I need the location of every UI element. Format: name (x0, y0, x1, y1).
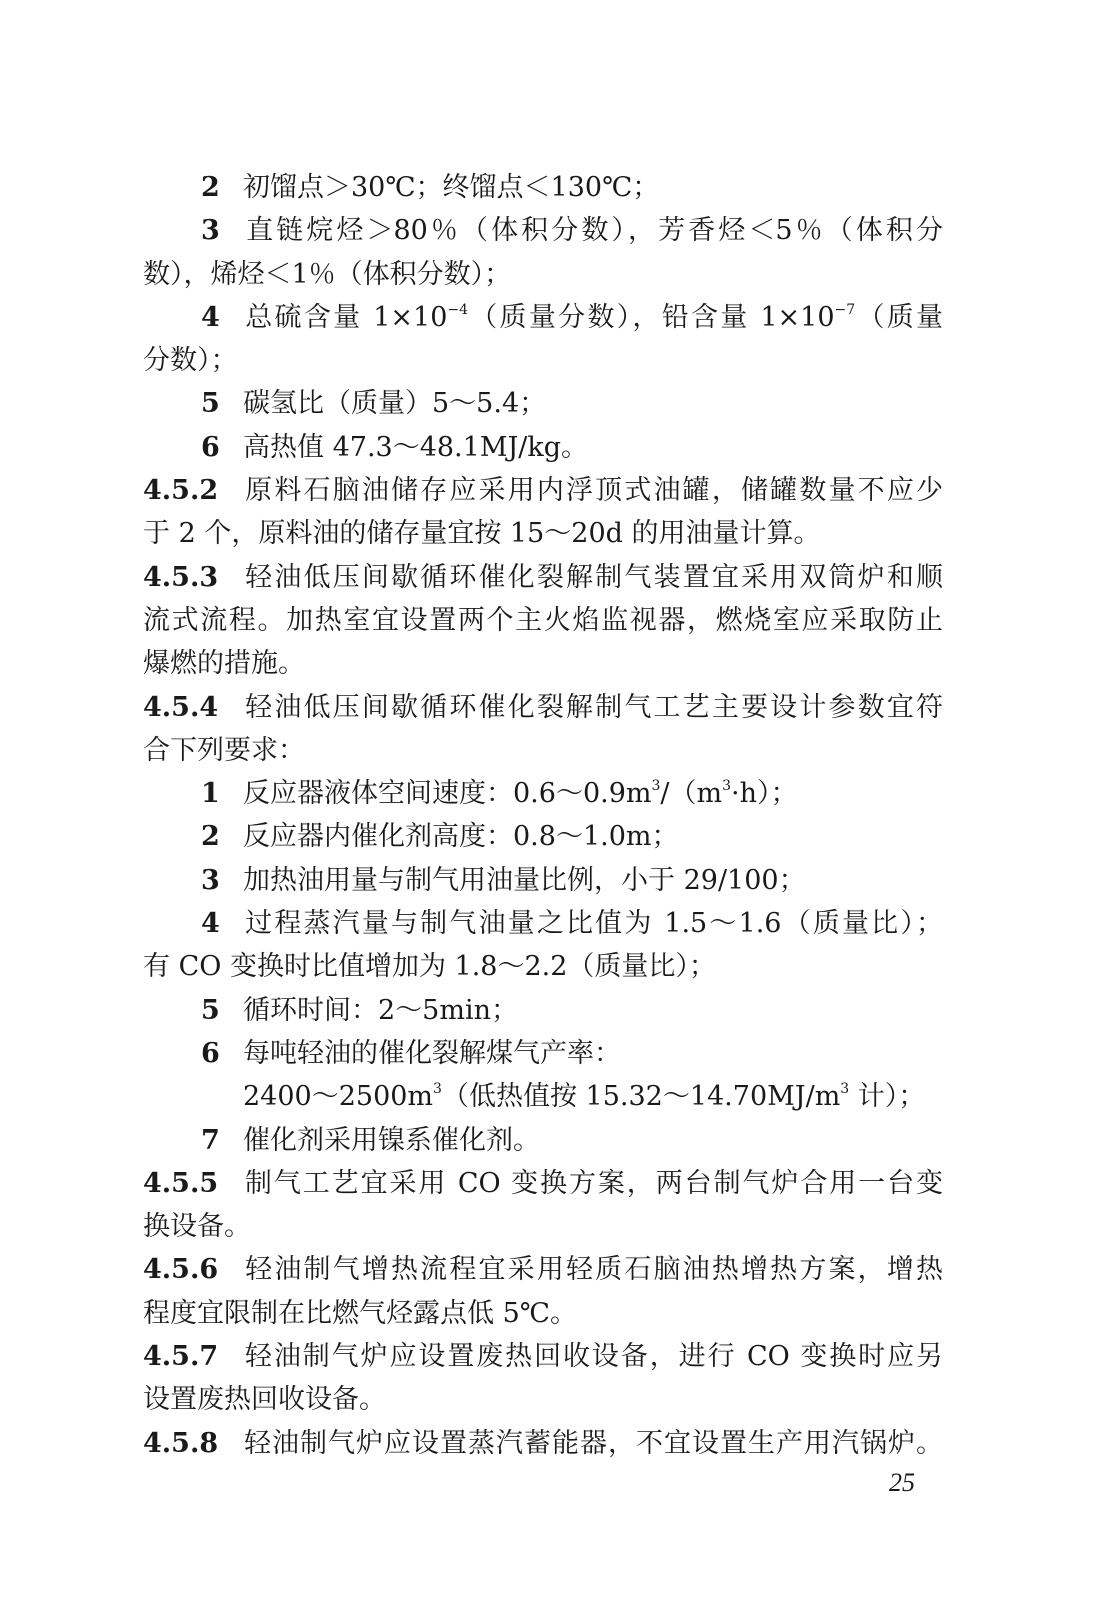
item-text: 总硫含量 1×10 (243, 301, 448, 333)
item-text: （质量分数），铅含量 1×10 (468, 301, 835, 333)
list-item (143, 1032, 943, 1075)
list-item-continuation (143, 1075, 943, 1118)
exponent: 3 (840, 1081, 850, 1098)
clause (143, 1422, 943, 1465)
item-number: 4 (201, 908, 220, 940)
list-item (143, 166, 943, 209)
clause-continuation (143, 729, 943, 772)
clause-text: 流式流程。加热室宜设置两个主火焰监视器，燃烧室应采取防止 (143, 604, 943, 636)
item-text: 直链烷烃＞80％（体积分数），芳香烃＜5％（体积分 (243, 215, 943, 247)
list-item (143, 209, 943, 252)
clause (143, 1335, 943, 1378)
clause-text: 轻油制气增热流程宜采用轻质石脑油热增热方案，增热 (243, 1254, 943, 1286)
item-text: 2400～2500m (243, 1081, 434, 1113)
list-item-continuation (143, 253, 943, 296)
list-item (143, 989, 943, 1032)
list-item (143, 859, 943, 902)
clause-text: 原料石脑油储存应采用内浮顶式油罐，储罐数量不应少 (243, 475, 943, 507)
item-text: 高热值 47.3～48.1MJ/kg。 (243, 431, 589, 463)
exponent: −4 (447, 301, 469, 318)
list-item (143, 382, 943, 425)
item-text: 计）； (849, 1081, 926, 1113)
item-number: 4 (201, 301, 220, 333)
clause-text: 于 2 个，原料油的储存量宜按 15～20d 的用油量计算。 (143, 518, 821, 550)
item-text: 分数）； (143, 345, 238, 377)
clause-text: 制气工艺宜采用 CO 变换方案，两台制气炉合用一台变 (243, 1167, 943, 1199)
item-number: 2 (201, 172, 220, 203)
clause-text: 爆燃的措施。 (143, 648, 305, 680)
item-text: 碳氢比（质量）5～5.4； (243, 388, 547, 420)
clause-number: 4.5.3 (143, 561, 219, 593)
list-item (143, 772, 943, 815)
item-number: 6 (201, 431, 220, 463)
item-number: 3 (201, 864, 220, 896)
clause-continuation (143, 1292, 943, 1335)
item-number: 6 (201, 1037, 220, 1069)
list-item (143, 426, 943, 469)
list-item (143, 815, 943, 858)
clause-text: 换设备。 (143, 1211, 251, 1243)
clause-text: 轻油低压间歇循环催化裂解制气工艺主要设计参数宜符 (243, 691, 943, 723)
clause (143, 469, 943, 512)
exponent: 3 (433, 1081, 442, 1098)
list-item-continuation (143, 945, 943, 988)
item-text: 反应器液体空间速度：0.6～0.9m (243, 778, 652, 810)
item-number: 5 (201, 994, 220, 1026)
clause-number: 4.5.2 (143, 475, 219, 507)
item-text: 每吨轻油的催化裂解煤气产率： (243, 1037, 621, 1069)
item-number: 3 (201, 215, 220, 247)
clause-continuation (143, 1205, 943, 1248)
clause-continuation (143, 642, 943, 685)
item-number: 7 (201, 1124, 220, 1156)
clause (143, 686, 943, 729)
clause-number: 4.5.6 (143, 1254, 219, 1286)
clause-text: 程度宜限制在比燃气烃露点低 5℃。 (143, 1297, 577, 1329)
item-text: 加热油用量与制气用油量比例，小于 29/100； (243, 864, 806, 896)
clause-number: 4.5.5 (143, 1167, 219, 1199)
item-text: ·h）； (731, 778, 798, 810)
clause-text: 轻油低压间歇循环催化裂解制气装置宜采用双筒炉和顺 (243, 561, 943, 593)
item-text: （低热值按 15.32～14.70MJ/m (441, 1081, 841, 1113)
item-text: 初馏点＞30℃；终馏点＜130℃； (243, 172, 660, 203)
exponent: 3 (722, 778, 732, 795)
clause (143, 1248, 943, 1291)
clause-number: 4.5.8 (143, 1427, 219, 1459)
clause-text: 轻油制气炉应设置废热回收设备，进行 CO 变换时应另 (243, 1341, 943, 1373)
clause-continuation (143, 599, 943, 642)
item-text: 有 CO 变换时比值增加为 1.8～2.2（质量比）； (143, 951, 716, 983)
exponent: −7 (834, 301, 856, 318)
clause-text: 轻油制气炉应设置蒸汽蓄能器，不宜设置生产用汽锅炉。 (243, 1427, 943, 1459)
clause-text: 合下列要求： (143, 734, 305, 766)
item-text: 反应器内催化剂高度：0.8～1.0m； (243, 821, 679, 853)
clause-text: 设置废热回收设备。 (143, 1384, 386, 1416)
item-text: 数），烯烃＜1％（体积分数）； (143, 258, 512, 290)
item-number: 5 (201, 388, 220, 420)
list-item-continuation (143, 339, 943, 382)
item-number: 1 (201, 778, 220, 810)
item-number: 2 (201, 821, 220, 853)
item-text: 过程蒸汽量与制气油量之比值为 1.5～1.6（质量比）； (243, 908, 943, 940)
clause (143, 1162, 943, 1205)
list-item (143, 1119, 943, 1162)
clause-number: 4.5.7 (143, 1341, 219, 1373)
list-item (143, 902, 943, 945)
item-text: （质量 (855, 301, 943, 333)
document-body (143, 166, 943, 1465)
clause-number: 4.5.4 (143, 691, 219, 723)
exponent: 3 (651, 778, 661, 795)
clause-continuation (143, 512, 943, 555)
item-text: /（m (660, 778, 723, 810)
page-number: 25 (889, 1468, 915, 1497)
clause (143, 556, 943, 599)
item-text: 循环时间：2～5min； (243, 994, 518, 1026)
list-item (143, 296, 943, 339)
item-text: 催化剂采用镍系催化剂。 (243, 1124, 540, 1156)
clause-continuation (143, 1378, 943, 1421)
